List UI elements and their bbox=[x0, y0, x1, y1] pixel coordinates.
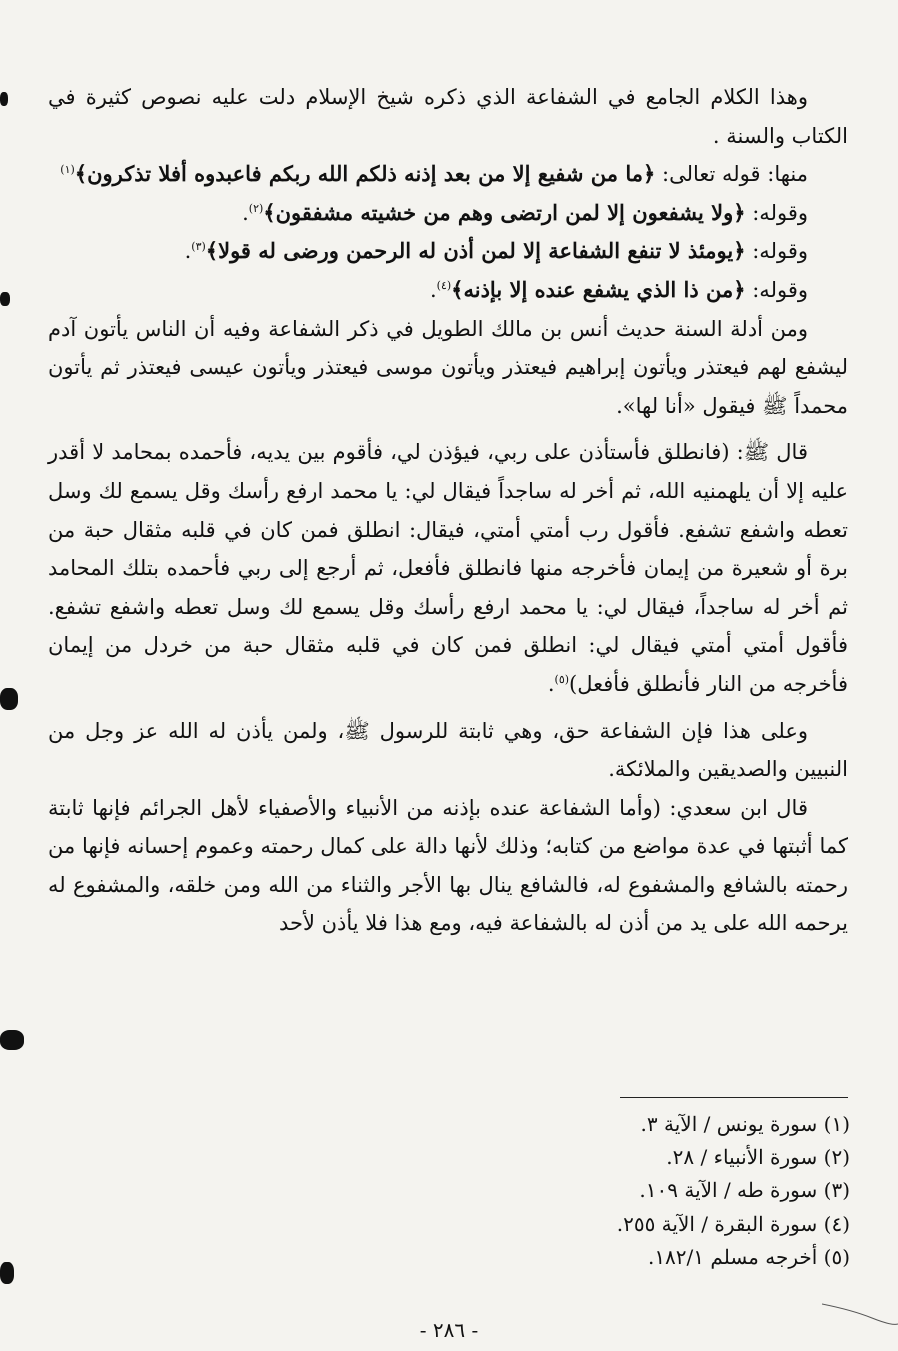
paragraph-sunnah bbox=[48, 310, 848, 426]
paragraph-hadith bbox=[48, 433, 848, 703]
quran-quote: ﴿ولا يشفعون إلا لمن ارتضى وهم من خشيته مشفقون﴾ bbox=[263, 199, 746, 225]
text-line: خلقه، والمشفوع له يرحمه الله على يد من أذن له بالشفاعة فيه، ومع هذا فلا يأذن لأحد bbox=[48, 872, 848, 936]
quran-quote: ﴿ما من شفيع إلا من بعد إذنه ذلكم الله ربكم فاعبدوه أفلا تذكرون﴾ bbox=[74, 161, 656, 187]
paragraph-ayah-2 bbox=[48, 194, 848, 233]
sentence-end: . bbox=[242, 200, 249, 225]
scan-mark bbox=[0, 1030, 24, 1050]
text-line: في الكتاب والسنة . bbox=[48, 85, 848, 148]
sentence-end: . bbox=[184, 239, 192, 264]
paragraph-ayah-4 bbox=[48, 271, 848, 310]
sentence-end: . bbox=[429, 277, 437, 302]
footnote-ref: (٣) bbox=[191, 240, 206, 254]
paragraph-saadi bbox=[48, 789, 848, 943]
footnote-4: (٤) سورة البقرة / الآية ٢٥٥. bbox=[616, 1211, 850, 1236]
scan-mark bbox=[0, 92, 8, 106]
text-line: ومن أدلة السنة حديث أنس بن مالك الطويل في ذكر الشفاعة وفيه أن الناس bbox=[135, 316, 808, 341]
scan-mark bbox=[0, 1262, 14, 1284]
sentence-end: . bbox=[547, 671, 555, 696]
scan-mark bbox=[0, 292, 10, 306]
paragraph-ayah-1 bbox=[48, 155, 848, 194]
text-line: وعلى هذا فإن الشفاعة حق، وهي ثابتة للرسول ﷺ، ولمن يأذن له الله عز وجل bbox=[85, 718, 808, 743]
footnote-ref: (١) bbox=[60, 163, 75, 177]
scan-mark bbox=[0, 688, 18, 710]
scan-scratch bbox=[822, 1300, 898, 1326]
text-line: حبة من خردل من إيمان فأخرجه من النار فأنطلق فأفعل) bbox=[48, 633, 848, 696]
text-line: وهذا الكلام الجامع في الشفاعة الذي ذكره شيخ الإسلام دلت عليه نصوص كثيرة bbox=[85, 85, 808, 109]
footnote-3: (٣) سورة طه / الآية ١٠٩. bbox=[639, 1178, 850, 1203]
paragraph-conclusion bbox=[48, 712, 848, 789]
footnote-1: (١) سورة يونس / الآية ٣. bbox=[640, 1112, 850, 1136]
ayah-prefix: وقوله: bbox=[752, 277, 808, 302]
paragraph-intro bbox=[48, 78, 848, 155]
text-line: ربي فأحمده بتلك المحامد ثم أخر له ساجداً، فيقال لي: يا محمد ارفع رأسك وقل يسمع bbox=[48, 556, 849, 619]
quran-quote: ﴿يومئذ لا تنفع الشفاعة إلا لمن أذن له الرحمن ورضى له قولا﴾ bbox=[205, 238, 746, 264]
footnote-ref: (٢) bbox=[248, 201, 264, 215]
text-line: يأتون آدم ليشفع لهم فيعتذر ويأتون إبراهيم فيعتذر ويأتون موسى فيعتذر ويأتون عيسى bbox=[48, 316, 849, 380]
text-line: في قلبه مثقال حبة من برة أو شعيرة من إيمان فأخرجه منها فانطلق فأفعل، ثم أرجع إلى bbox=[48, 517, 849, 581]
text-line: إحسانه فإنها من رحمته بالشافع والمشفوع له، فالشافع ينال بها الأجر والثناء من الله ومن bbox=[48, 834, 848, 897]
text-line: فيعتذر ثم يأتون محمداً ﷺ فيقول «أنا لها». bbox=[48, 355, 848, 418]
page-number: - ٢٨٦ - bbox=[419, 1318, 479, 1342]
text-line: فإنها ثابتة كما أثبتها في عدة مواضع من كتابه؛ وذلك لأنها دالة على كمال رحمته وعموم bbox=[48, 795, 848, 859]
paragraph-ayah-3 bbox=[48, 232, 848, 271]
footnote-2: (٢) سورة الأنبياء / ٢٨. bbox=[666, 1145, 850, 1170]
ayah-prefix: وقوله: bbox=[752, 200, 808, 225]
footnotes bbox=[300, 1108, 850, 1274]
footnote-ref: (٥) bbox=[554, 672, 570, 686]
text-line: قال ابن سعدي: (وأما الشفاعة عنده بإذنه من الأنبياء والأصفياء لأهل الجرائم bbox=[139, 795, 808, 820]
footnote-ref: (٤) bbox=[436, 278, 452, 292]
text-line: يسمع لك وسل تعطه واشفع تشفع. فأقول رب أمتي أمتي، فيقال: انطلق فمن كان bbox=[48, 478, 848, 542]
ayah-prefix: منها: قوله تعالى: bbox=[662, 162, 808, 187]
text-line: لا أقدر عليه إلا أن يلهمنيه الله، ثم أخر له ساجداً فيقال لي: يا محمد ارفع رأسك وقل bbox=[48, 440, 848, 503]
text-line: قال ﷺ: (فانطلق فأستأذن على ربي، فيؤذن لي، فأقوم بين يديه، فأحمده بمحامد bbox=[111, 440, 808, 465]
footnote-separator bbox=[620, 1097, 848, 1098]
footnote-5: (٥) أخرجه مسلم ١٨٢/١. bbox=[647, 1244, 850, 1269]
text-line: من النبيين والصديقين والملائكة. bbox=[48, 718, 848, 782]
text-line: لك وسل تعطه واشفع تشفع. فأقول أمتي أمتي فيقال لي: انطلق فمن كان في قلبه مثقال bbox=[48, 594, 848, 658]
ayah-prefix: وقوله: bbox=[752, 239, 808, 264]
main-text bbox=[48, 78, 848, 943]
quran-quote: ﴿من ذا الذي يشفع عنده إلا بإذنه﴾ bbox=[451, 276, 746, 302]
